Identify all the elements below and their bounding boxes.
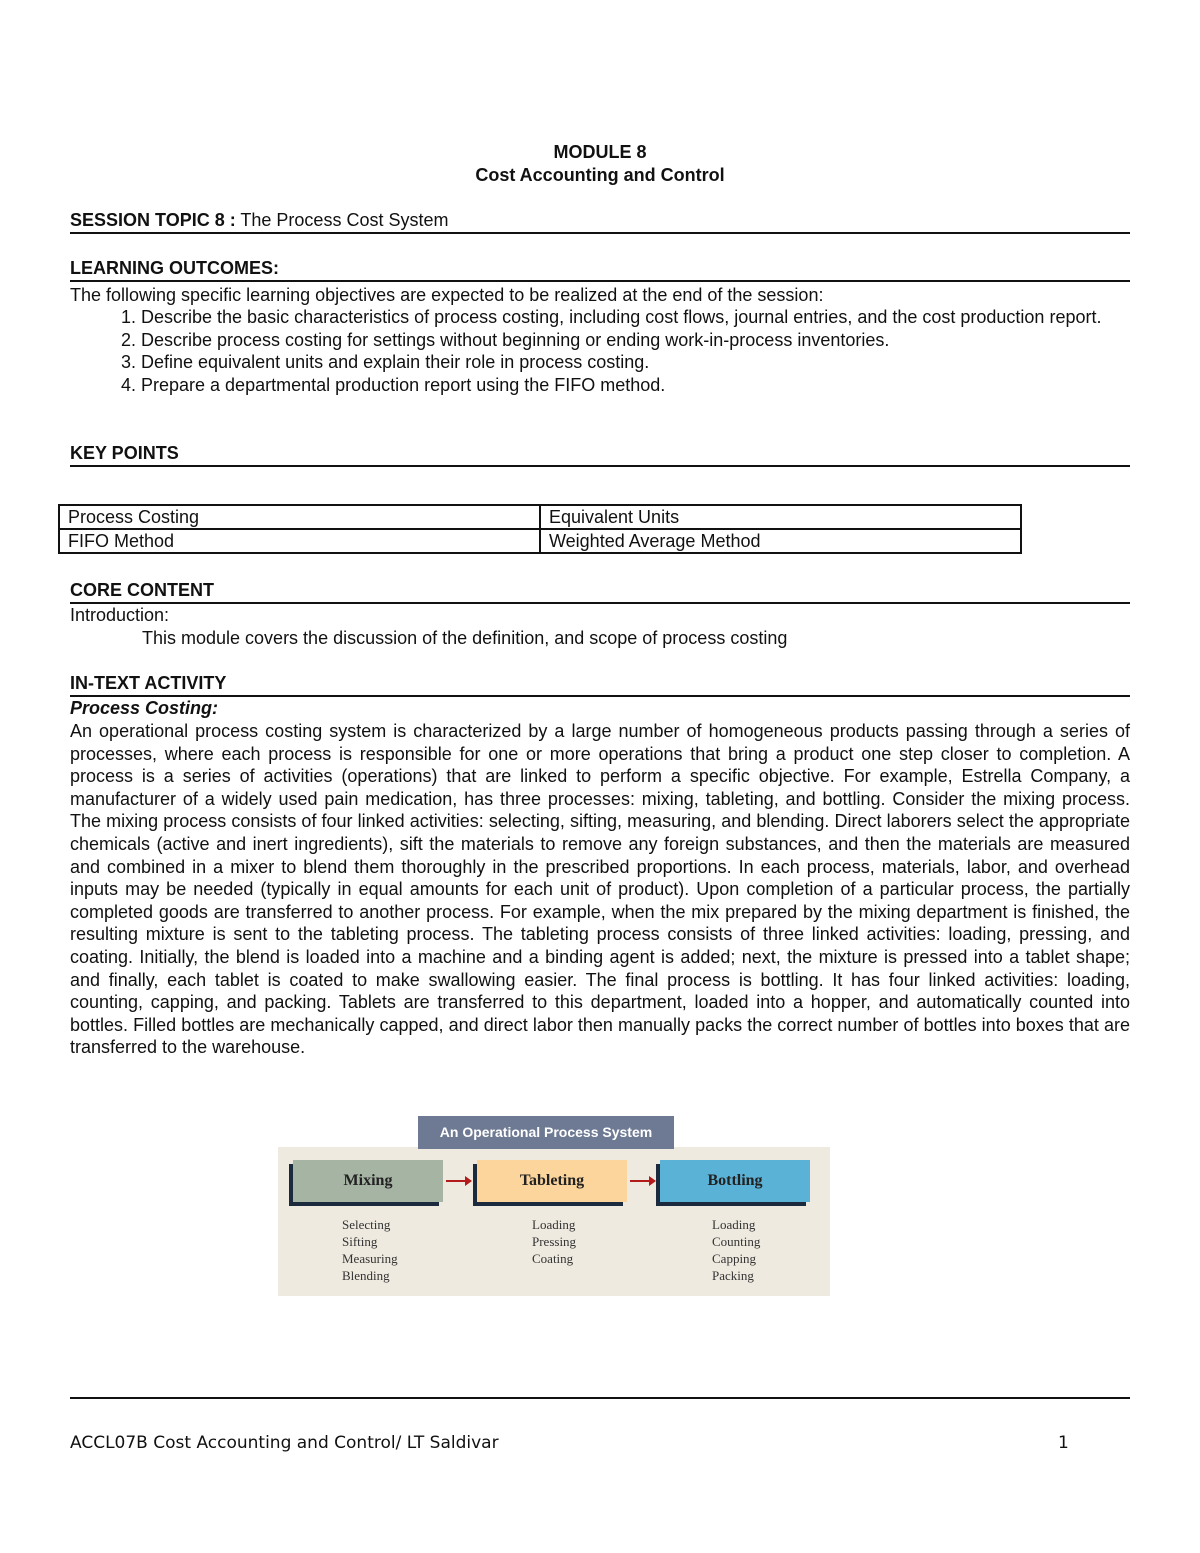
mixing-process-box: Mixing [293,1160,443,1202]
core-content-title: CORE CONTENT [70,580,214,600]
in-text-activity-title: IN-TEXT ACTIVITY [70,673,227,693]
list-item: Blending [342,1268,390,1283]
list-item: Packing [712,1268,754,1283]
session-topic-heading [70,209,1130,234]
learning-outcomes-list [70,306,1200,396]
key-points-title: KEY POINTS [70,443,179,463]
mixing-activities-list [342,1216,398,1284]
arrow-right-icon [630,1180,654,1182]
key-points-heading [70,442,1130,467]
introduction-text: This module covers the discussion of the definition, and scope of process costing [142,628,788,648]
list-item: Coating [532,1251,574,1266]
bottling-activities-list [712,1216,760,1284]
list-item: Loading [712,1217,756,1232]
list-item: 2. Describe process costing for settings without beginning or ending work-in-process inventories. [141,329,1200,352]
table-row [59,505,1021,529]
list-item: Capping [712,1251,757,1266]
list-item: Counting [712,1234,761,1249]
list-item: Pressing [532,1234,577,1249]
arrow-right-icon [446,1180,470,1182]
process-costing-subheading: Process Costing: [70,698,219,718]
process-costing-body: An operational process costing system is characterized by a large number of homogeneous products passing through a series of processes, where each process is responsible for one or more operations that bring a product one step closer to completion. A process is a series of activities (operations) that are linked to perform a specific objective. For example, Estrella Company, a manufacturer of a widely used pain medication, has three processes: mixing, tableting, and bottling. Consider the mixing process. The mixing process consists of four linked activities: selecting, sifting, measuring, and blending. Direct laborers select the appropriate chemicals (active and inert ingredients), sift the materials to remove any foreign substances, and then the materials are measured and combined in a mixer to blend them thoroughly in the prescribed proportions. In each process, materials, labor, and overhead inputs may be needed (typically in equal amounts for each unit of product). Upon completion of a particular process, the partially completed goods are transferred to another process. For example, when the mix prepared by the mixing department is finished, the resulting mixture is sent to the tableting process. The tableting process consists of three linked activities: loading, pressing, and coating. Initially, the blend is loaded into a machine and a binding agent is added; next, the mixture is pressed into a tablet shape; and finally, each tablet is coated to make swallowing easier. The final process is bottling. It has four linked activities: loading, counting, capping, and packing. Tablets are transferred to this department, loaded into a hopper, and automatically counted into bottles. Filled bottles are mechanically capped, and direct labor then manually packs the correct number of bottles into boxes that are transferred to the warehouse. [70,721,1130,1058]
in-text-activity-heading [70,672,1130,697]
footer-course-label: ACCL07B Cost Accounting and Control/ LT Saldivar [70,1433,499,1453]
session-topic-value: The Process Cost System [240,210,449,230]
footer-divider [70,1397,1130,1399]
module-title: Cost Accounting and Control [475,165,725,185]
list-item: Selecting [342,1217,391,1232]
table-row [59,529,1021,553]
list-item: 1. Describe the basic characteristics of process costing, including cost flows, journal entries, and the cost production report. [141,306,1200,329]
list-item: Loading [532,1217,576,1232]
page-number: 1 [1058,1433,1069,1453]
tableting-activities-list [532,1216,576,1267]
module-number: MODULE 8 [553,142,647,162]
operational-process-diagram [278,1116,830,1296]
list-item: 4. Prepare a departmental production report using the FIFO method. [141,374,1200,397]
diagram-title: An Operational Process System [418,1116,674,1149]
learning-outcomes-intro: The following specific learning objectives are expected to be realized at the end of the session: [70,285,824,305]
key-points-table [58,504,1022,554]
table-cell: Process Costing [59,505,540,529]
list-item: 3. Define equivalent units and explain their role in process costing. [141,351,1200,374]
tableting-process-box: Tableting [477,1160,627,1202]
list-item: Measuring [342,1251,398,1266]
learning-outcomes-title: LEARNING OUTCOMES: [70,258,279,278]
session-topic-label: SESSION TOPIC 8 : [70,210,236,230]
core-content-heading [70,579,1130,604]
table-cell: Equivalent Units [540,505,1021,529]
learning-outcomes-heading [70,257,1130,282]
list-item: Sifting [342,1234,378,1249]
table-cell: FIFO Method [59,529,540,553]
introduction-label: Introduction: [70,605,170,625]
bottling-process-box: Bottling [660,1160,810,1202]
table-cell: Weighted Average Method [540,529,1021,553]
